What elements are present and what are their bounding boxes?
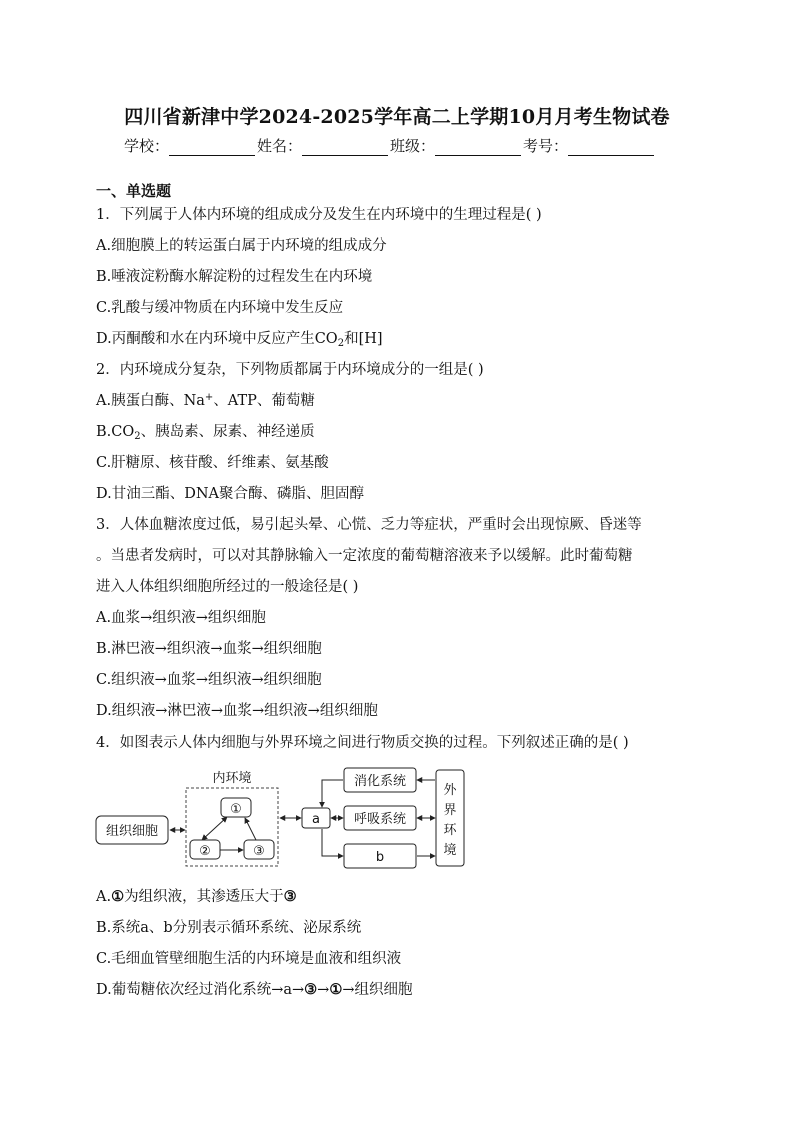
arrow-1-2 — [202, 817, 227, 840]
q2-b-sub: 2 — [134, 431, 141, 442]
school-blank — [169, 139, 255, 156]
node-2-label: ② — [199, 844, 211, 859]
class-blank — [435, 139, 521, 156]
q4-option-a — [96, 887, 297, 907]
q4-option-c: C.毛细血管壁细胞生活的内环境是血液和组织液 — [96, 951, 402, 967]
q4-d-post: →组织细胞 — [342, 982, 413, 998]
breath-label: 呼吸系统 — [353, 812, 407, 827]
q4-a-circle-3: ③ — [283, 888, 297, 905]
outer-env-char-3: 环 — [443, 823, 457, 838]
q4-d-circle-1: ① — [329, 981, 343, 998]
q3-stem-line2: 。当患者发病时，可以对其静脉输入一定浓度的葡萄糖溶液来予以缓解。此时葡萄糖 — [96, 548, 633, 564]
q2-a-post: 、ATP、葡萄糖 — [213, 393, 315, 409]
q2-a-sup: + — [204, 392, 214, 403]
q2-option-c: C.肝糖原、核苷酸、纤维素、氨基酸 — [96, 455, 329, 471]
outer-env-char-4: 境 — [443, 843, 457, 858]
q4-a-circle-1: ① — [111, 888, 125, 905]
q4-option-b: B.系统a、b分别表示循环系统、泌尿系统 — [96, 920, 362, 936]
number-label: 考号： — [523, 137, 569, 155]
q4-d-circle-3: ③ — [304, 981, 318, 998]
q4-d-arrow: → — [317, 982, 330, 998]
q1-stem: 1．下列属于人体内环境的组成成分及发生在内环境中的生理过程是( ) — [96, 207, 542, 223]
q3-option-b: B.淋巴液→组织液→血浆→组织细胞 — [96, 641, 322, 657]
digest-label: 消化系统 — [353, 774, 407, 789]
q3-option-a: A.血浆→组织液→组织细胞 — [96, 610, 266, 626]
cell-label: 组织细胞 — [105, 824, 159, 839]
q2-stem: 2．内环境成分复杂，下列物质都属于内环境成分的一组是( ) — [96, 362, 484, 378]
q2-option-d: D.甘油三酯、DNA聚合酶、磷脂、胆固醇 — [96, 486, 365, 502]
q3-option-c: C.组织液→血浆→组织液→组织细胞 — [96, 672, 322, 688]
name-label: 姓名： — [257, 137, 303, 155]
q1-d-sub: 2 — [337, 338, 345, 349]
q4-stem: 4．如图表示人体内细胞与外界环境之间进行物质交换的过程。下列叙述正确的是( ) — [96, 735, 629, 751]
arrow-digest-a — [322, 780, 343, 807]
q4-a-mid: 为组织液，其渗透压大于 — [124, 889, 284, 905]
q1-option-b: B.唾液淀粉酶水解淀粉的过程发生在内环境 — [96, 269, 373, 285]
outer-env-char-1: 外 — [443, 783, 457, 798]
system-a-label: a — [312, 812, 320, 827]
name-blank — [302, 139, 388, 156]
q1-option-c: C.乳酸与缓冲物质在内环境中发生反应 — [96, 300, 344, 316]
q1-d-pre: D.丙酮酸和水在内环境中反应产生CO — [96, 331, 338, 347]
student-info-row — [124, 135, 684, 156]
inner-env-label: 内环境 — [212, 771, 252, 786]
q3-option-d: D.组织液→淋巴液→血浆→组织液→组织细胞 — [96, 703, 378, 719]
q3-stem-line1: 3．人体血糖浓度过低，易引起头晕、心慌、乏力等症状，严重时会出现惊厥、昏迷等 — [96, 517, 642, 533]
q2-option-b — [96, 422, 315, 442]
arrow-a-b — [322, 829, 343, 856]
q1-option-d — [96, 329, 383, 349]
q2-b-pre: B.CO — [96, 424, 135, 440]
q4-d-pre: D.葡萄糖依次经过消化系统→a→ — [96, 982, 305, 998]
school-label: 学校： — [124, 137, 170, 155]
arrow-3-1 — [245, 818, 256, 840]
class-label: 班级： — [390, 137, 436, 155]
q4-option-d — [96, 980, 412, 1000]
q1-d-post: 和[H] — [344, 331, 383, 347]
number-blank — [568, 139, 654, 156]
node-3-label: ③ — [253, 844, 265, 859]
section-heading: 一、单选题 — [96, 182, 172, 200]
outer-env-char-2: 界 — [443, 803, 457, 818]
q2-b-post: 、胰岛素、尿素、神经递质 — [140, 424, 315, 440]
q2-option-a — [96, 391, 315, 411]
q1-option-a: A.细胞膜上的转运蛋白属于内环境的组成成分 — [96, 238, 387, 254]
system-b-label: b — [375, 850, 385, 865]
exchange-diagram — [90, 764, 480, 874]
q3-stem-line3: 进入人体组织细胞所经过的一般途径是( ) — [96, 579, 359, 595]
q4-a-pre: A. — [96, 889, 112, 905]
q2-a-pre: A.胰蛋白酶、Na — [96, 393, 205, 409]
node-1-label: ① — [230, 802, 242, 817]
page-title: 四川省新津中学2024-2025学年高二上学期10月月考生物试卷 — [124, 106, 670, 128]
